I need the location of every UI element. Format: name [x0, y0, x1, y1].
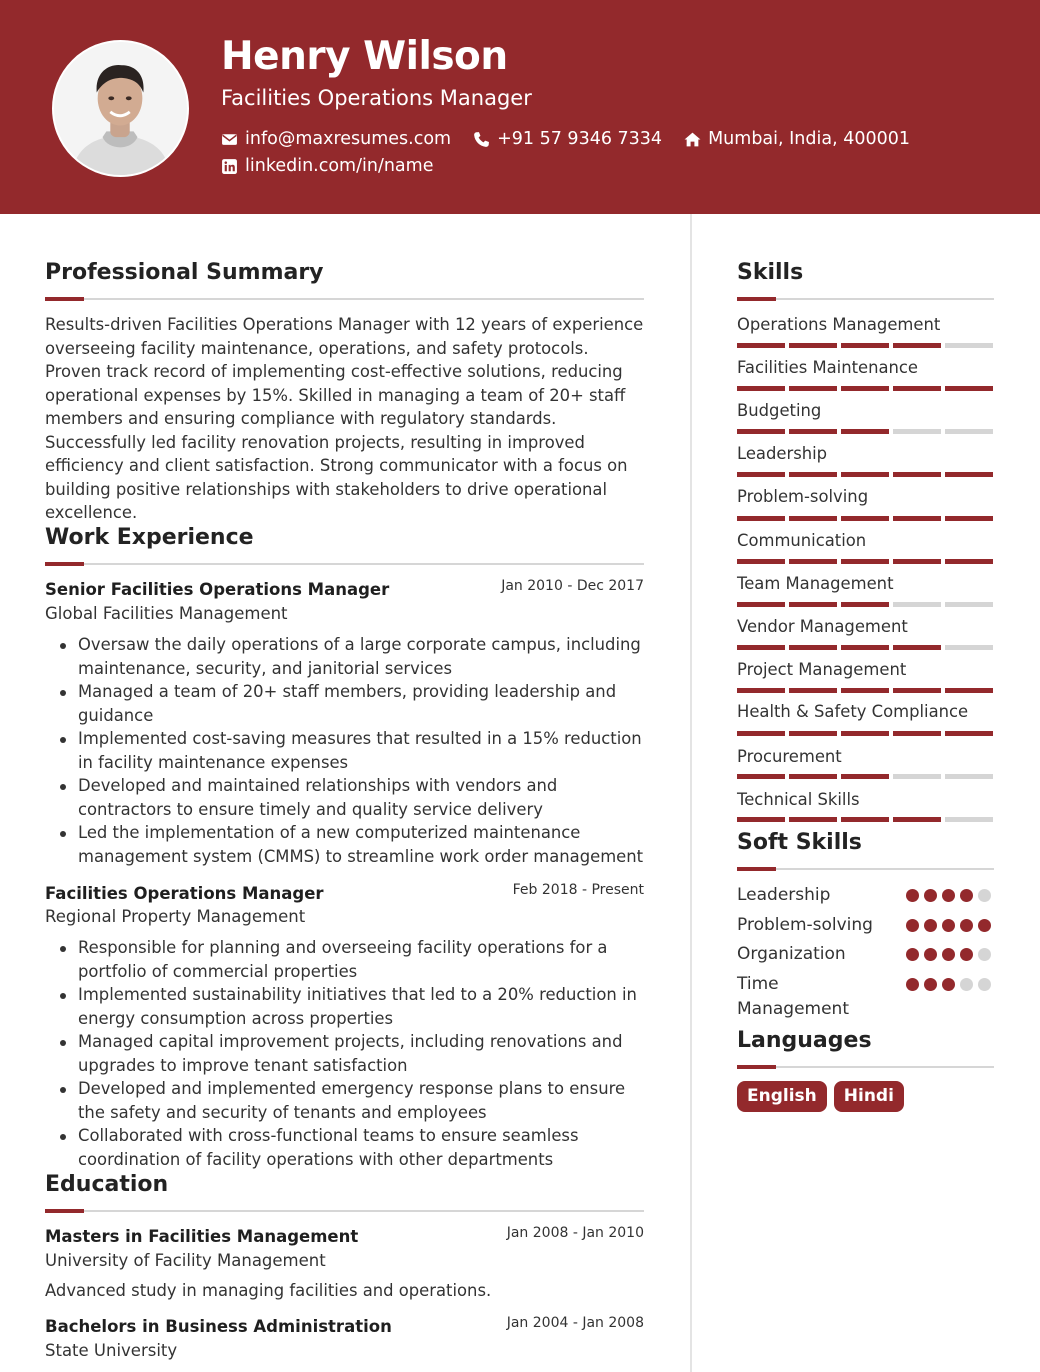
- skill-level-segment: [893, 429, 941, 434]
- bullet-item: Led the implementation of a new computerized maintenance management system (CMMS) to streamline work order management: [45, 821, 649, 868]
- contact-linkedin[interactable]: [221, 156, 433, 176]
- skill-level-bar: [737, 386, 993, 391]
- skill-name: Budgeting: [737, 401, 822, 420]
- skill-level-segment: [737, 688, 785, 693]
- skill-level-segment: [737, 472, 785, 477]
- soft-skill-rating: [906, 919, 991, 932]
- rating-dot: [906, 948, 919, 961]
- skill-level-bar: [737, 731, 993, 736]
- education-heading: Education: [45, 1172, 169, 1197]
- rating-dot: [924, 978, 937, 991]
- skills-rule: [737, 298, 994, 300]
- bullet-item: Managed capital improvement projects, including renovations and upgrades to improve tenant satisfaction: [45, 1030, 649, 1077]
- contact-row-social: [221, 156, 455, 176]
- soft-skill-name: Leadership: [737, 885, 831, 905]
- skill-level-segment: [945, 645, 993, 650]
- school-name: State University: [45, 1341, 178, 1360]
- contact-row: [221, 129, 932, 149]
- rating-dot: [978, 948, 991, 961]
- skill-level-segment: [945, 559, 993, 564]
- skill-level-bar: [737, 429, 993, 434]
- skill-level-segment: [789, 559, 837, 564]
- skill-level-segment: [737, 343, 785, 348]
- degree-dates: Jan 2008 - Jan 2010: [506, 1225, 644, 1241]
- phone-icon: [473, 131, 490, 148]
- skill-level-segment: [893, 516, 941, 521]
- rating-dot: [978, 919, 991, 932]
- column-divider: [690, 214, 692, 1372]
- soft-skill-rating: [906, 948, 991, 961]
- languages-rule: [737, 1066, 994, 1068]
- skill-level-segment: [841, 817, 889, 822]
- bullet-item: Developed and implemented emergency response plans to ensure the safety and security of tenants and employees: [45, 1077, 649, 1124]
- skill-name: Health & Safety Compliance: [737, 702, 969, 721]
- soft-skills-rule: [737, 868, 994, 870]
- skill-level-segment: [893, 343, 941, 348]
- bullet-item: Implemented sustainability initiatives that led to a 20% reduction in energy consumption across properties: [45, 983, 649, 1030]
- rating-dot: [960, 919, 973, 932]
- skill-level-bar: [737, 559, 993, 564]
- skill-name: Team Management: [737, 574, 894, 593]
- skill-name: Project Management: [737, 660, 907, 679]
- bullet-item: Managed a team of 20+ staff members, providing leadership and guidance: [45, 680, 649, 727]
- skill-level-segment: [893, 688, 941, 693]
- skill-level-segment: [789, 817, 837, 822]
- language-badge: Hindi: [834, 1081, 904, 1112]
- soft-skills-heading: Soft Skills: [737, 830, 862, 855]
- home-icon: [684, 131, 701, 148]
- skill-name: Problem-solving: [737, 487, 869, 506]
- language-badge: English: [737, 1081, 827, 1112]
- rating-dot: [906, 978, 919, 991]
- bullet-item: Implemented cost-saving measures that resulted in a 15% reduction in facility maintenance expenses: [45, 727, 649, 774]
- skill-level-segment: [789, 688, 837, 693]
- skill-level-segment: [841, 645, 889, 650]
- linkedin-icon: [221, 158, 238, 175]
- skill-level-bar: [737, 774, 993, 779]
- degree-title: Bachelors in Business Administration: [45, 1317, 392, 1336]
- skill-level-segment: [789, 472, 837, 477]
- rating-dot: [924, 889, 937, 902]
- job-bullets: [45, 936, 649, 1171]
- contact-location: [684, 129, 910, 149]
- skill-name: Procurement: [737, 747, 842, 766]
- languages-heading: Languages: [737, 1028, 872, 1053]
- job-title: Senior Facilities Operations Manager: [45, 580, 390, 599]
- skill-level-segment: [893, 386, 941, 391]
- skill-level-segment: [945, 343, 993, 348]
- degree-dates: Jan 2004 - Jan 2008: [506, 1315, 644, 1331]
- skill-name: Leadership: [737, 444, 828, 463]
- skill-level-bar: [737, 817, 993, 822]
- phone-text: +91 57 9346 7334: [497, 129, 663, 149]
- rating-dot: [942, 978, 955, 991]
- skill-level-segment: [893, 817, 941, 822]
- skill-level-segment: [945, 774, 993, 779]
- skill-level-segment: [893, 472, 941, 477]
- degree-title: Masters in Facilities Management: [45, 1227, 359, 1246]
- skill-level-segment: [737, 774, 785, 779]
- skill-level-segment: [841, 472, 889, 477]
- skills-heading: Skills: [737, 260, 804, 285]
- skill-level-segment: [737, 429, 785, 434]
- skill-level-segment: [841, 774, 889, 779]
- skill-level-segment: [841, 559, 889, 564]
- bullet-item: Responsible for planning and overseeing facility operations for a portfolio of commercial properties: [45, 936, 649, 983]
- skill-level-segment: [841, 688, 889, 693]
- summary-text: Results-driven Facilities Operations Manager with 12 years of experience overseeing facility maintenance, operations, and safety protocols. Proven track record of implementing cost-effective solutions, reducing operational expenses by 15%. Skilled in managing a team of 20+ staff members and ensuring compliance with regulatory standards. Successfully led facility renovation projects, resulting in improved efficiency and client satisfaction. Strong communicator with a focus on building positive relationships with stakeholders to drive operational excellence.: [45, 315, 644, 522]
- skill-level-segment: [841, 429, 889, 434]
- skill-name: Vendor Management: [737, 617, 908, 636]
- skill-name: Operations Management: [737, 315, 941, 334]
- education-rule: [45, 1210, 644, 1212]
- skill-level-segment: [945, 472, 993, 477]
- rating-dot: [924, 919, 937, 932]
- summary-rule: [45, 298, 644, 300]
- skill-level-bar: [737, 688, 993, 693]
- skill-level-segment: [893, 645, 941, 650]
- summary-heading: Professional Summary: [45, 260, 324, 285]
- bullet-item: Collaborated with cross-functional teams to ensure seamless coordination of facility operations with other departments: [45, 1124, 649, 1171]
- rating-dot: [942, 948, 955, 961]
- skill-level-segment: [789, 602, 837, 607]
- experience-heading: Work Experience: [45, 525, 254, 550]
- skill-level-segment: [945, 516, 993, 521]
- skill-level-bar: [737, 343, 993, 348]
- rating-dot: [960, 948, 973, 961]
- skill-level-segment: [789, 429, 837, 434]
- job-dates: Jan 2010 - Dec 2017: [501, 578, 644, 594]
- skill-level-segment: [841, 731, 889, 736]
- rating-dot: [960, 978, 973, 991]
- rating-dot: [942, 919, 955, 932]
- skill-level-segment: [789, 731, 837, 736]
- bullet-item: Oversaw the daily operations of a large corporate campus, including maintenance, security, and janitorial services: [45, 633, 649, 680]
- skill-level-segment: [789, 645, 837, 650]
- skill-level-segment: [841, 386, 889, 391]
- skill-level-bar: [737, 472, 993, 477]
- bullet-item: Developed and maintained relationships with vendors and contractors to ensure timely and quality service delivery: [45, 774, 649, 821]
- skill-level-segment: [737, 386, 785, 391]
- location-text: Mumbai, India, 400001: [708, 129, 911, 149]
- skill-level-segment: [841, 516, 889, 521]
- resume-header: [0, 0, 1040, 214]
- envelope-icon: [221, 131, 238, 148]
- rating-dot: [906, 919, 919, 932]
- skill-level-segment: [893, 731, 941, 736]
- skill-level-segment: [737, 559, 785, 564]
- rating-dot: [942, 889, 955, 902]
- candidate-name: Henry Wilson: [221, 34, 508, 79]
- skill-level-segment: [789, 516, 837, 521]
- job-bullets: [45, 633, 649, 868]
- skill-level-bar: [737, 516, 993, 521]
- degree-description: Advanced study in managing facilities and operations.: [45, 1281, 492, 1300]
- skill-name: Technical Skills: [737, 790, 860, 809]
- avatar-portrait: [54, 42, 187, 175]
- rating-dot: [924, 948, 937, 961]
- rating-dot: [960, 889, 973, 902]
- skill-level-segment: [737, 602, 785, 607]
- school-name: University of Facility Management: [45, 1251, 326, 1270]
- skill-level-segment: [945, 817, 993, 822]
- soft-skill-name: Organization: [737, 944, 846, 964]
- rating-dot: [978, 889, 991, 902]
- skill-level-segment: [945, 688, 993, 693]
- skill-level-bar: [737, 645, 993, 650]
- soft-skill-name: Problem-solving: [737, 915, 873, 935]
- contact-phone[interactable]: [473, 129, 662, 149]
- skill-level-segment: [737, 817, 785, 822]
- skill-level-segment: [893, 602, 941, 607]
- candidate-title: Facilities Operations Manager: [221, 86, 532, 110]
- skill-level-segment: [789, 774, 837, 779]
- profile-photo: [52, 40, 189, 177]
- skill-level-segment: [945, 386, 993, 391]
- skill-level-segment: [945, 602, 993, 607]
- skill-level-bar: [737, 602, 993, 607]
- experience-rule: [45, 563, 644, 565]
- skill-level-segment: [737, 645, 785, 650]
- job-company: Global Facilities Management: [45, 604, 288, 623]
- email-text: info@maxresumes.com: [245, 129, 452, 149]
- skill-level-segment: [789, 343, 837, 348]
- skill-level-segment: [893, 559, 941, 564]
- job-title: Facilities Operations Manager: [45, 884, 324, 903]
- languages-list: [737, 1081, 904, 1112]
- job-company: Regional Property Management: [45, 907, 306, 926]
- skill-name: Facilities Maintenance: [737, 358, 919, 377]
- skill-level-segment: [737, 516, 785, 521]
- linkedin-text: linkedin.com/in/name: [245, 156, 434, 176]
- job-dates: Feb 2018 - Present: [512, 882, 644, 898]
- skill-level-segment: [841, 343, 889, 348]
- skill-level-segment: [945, 731, 993, 736]
- contact-email[interactable]: [221, 129, 451, 149]
- skill-level-segment: [945, 429, 993, 434]
- soft-skill-rating: [906, 978, 991, 991]
- rating-dot: [978, 978, 991, 991]
- skill-level-segment: [789, 386, 837, 391]
- skill-level-segment: [841, 602, 889, 607]
- skill-level-segment: [737, 731, 785, 736]
- soft-skill-rating: [906, 889, 991, 902]
- rating-dot: [906, 889, 919, 902]
- soft-skill-name: Time Management: [737, 974, 849, 1019]
- skill-name: Communication: [737, 531, 867, 550]
- skill-level-segment: [893, 774, 941, 779]
